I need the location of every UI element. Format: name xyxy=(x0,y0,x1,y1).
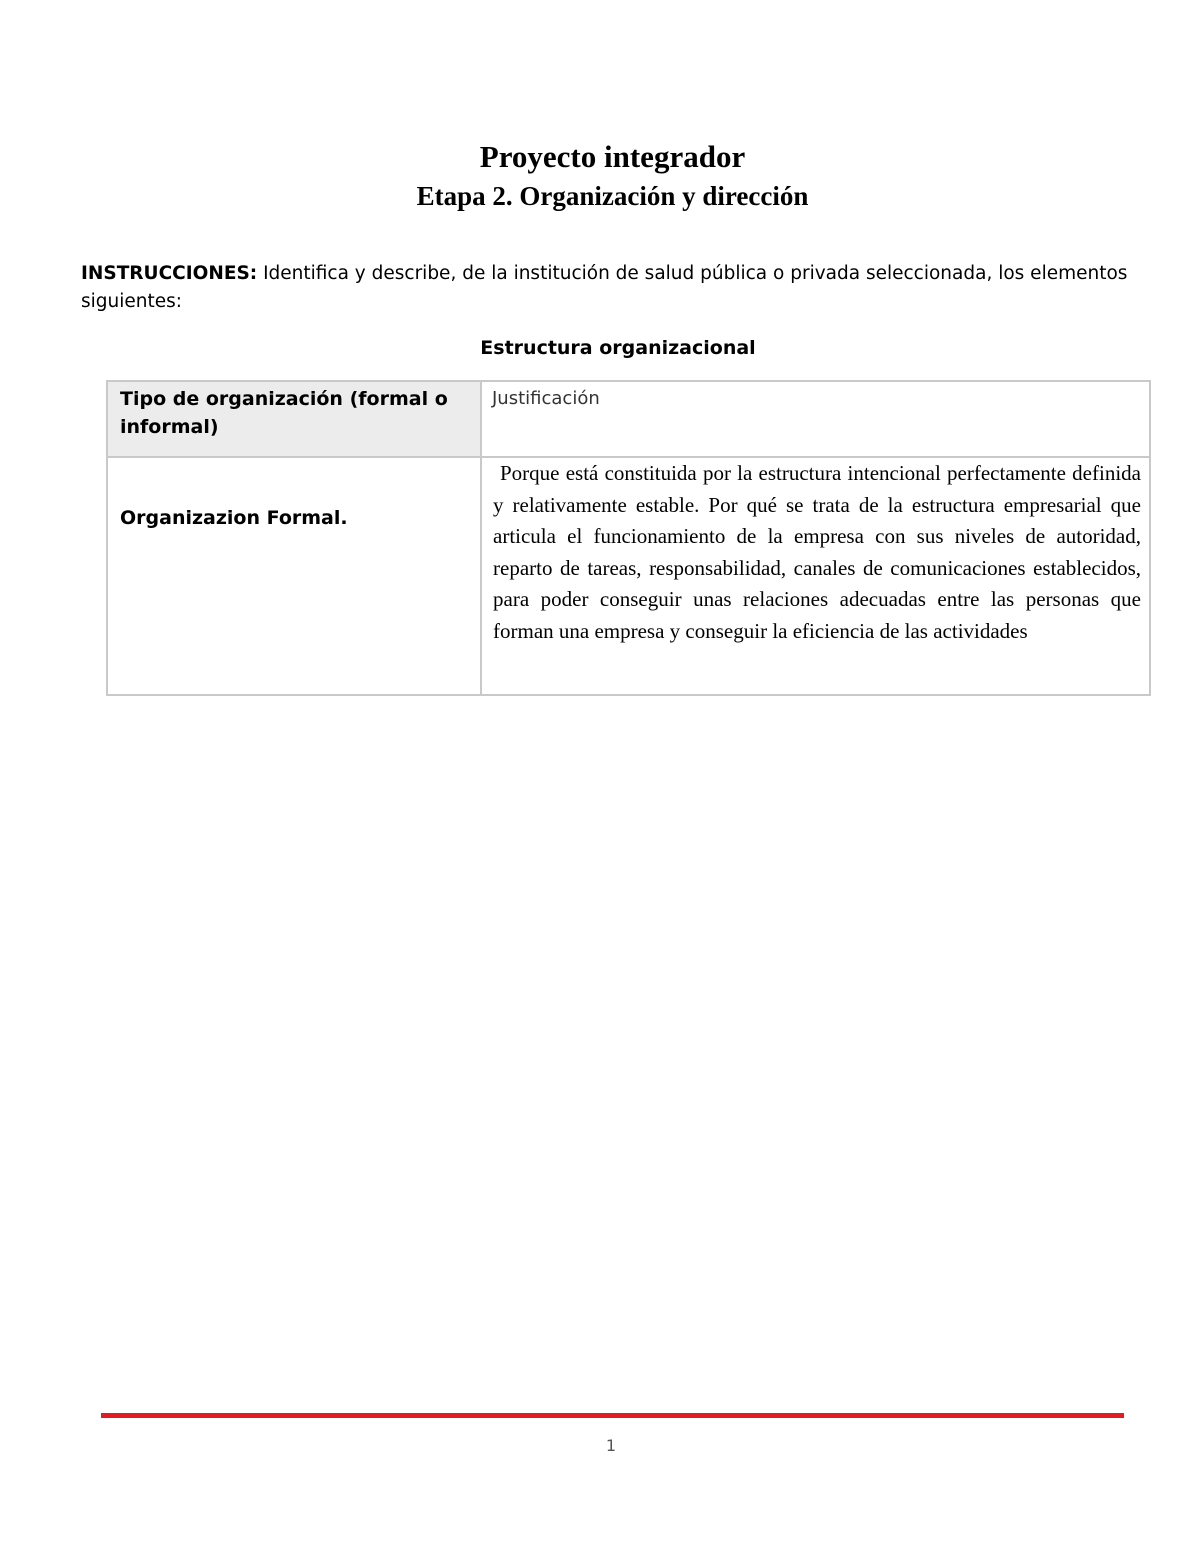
header-cell-type: Tipo de organización (formal o informal) xyxy=(107,381,481,457)
instructions-label: INSTRUCCIONES: xyxy=(81,263,258,284)
page-number: 1 xyxy=(605,1436,617,1455)
cell-justification xyxy=(481,457,1150,695)
instructions-paragraph xyxy=(81,260,1141,316)
table-row xyxy=(107,457,1150,695)
table-header-row xyxy=(107,381,1150,457)
document-subtitle: Etapa 2. Organización y dirección xyxy=(416,181,809,211)
organization-table xyxy=(106,380,1151,696)
instructions-text: Identifica y describe, de la institución de salud pública o privada seleccionada, los elementos siguientes: xyxy=(81,263,1128,312)
footer-divider xyxy=(101,1413,1124,1418)
header-cell-justification: Justificación xyxy=(481,381,1150,457)
document-title-block xyxy=(0,136,1200,214)
justification-text: Porque está constituida por la estructura intencional perfectamente definida y relativamente estable. Por qué se trata de la estructura empresarial que articula el funcionamiento de la empresa con sus niveles de autoridad, reparto de tareas, responsabilidad, canales de comunicaciones establecidos, para poder conseguir unas relaciones adecuadas entre las personas que forman una empresa y conseguir la eficiencia de las actividades xyxy=(493,461,1141,643)
section-heading: Estructura organizacional xyxy=(480,337,756,359)
cell-organization-type: Organizazion Formal. xyxy=(107,457,481,695)
document-title: Proyecto integrador xyxy=(479,139,746,174)
